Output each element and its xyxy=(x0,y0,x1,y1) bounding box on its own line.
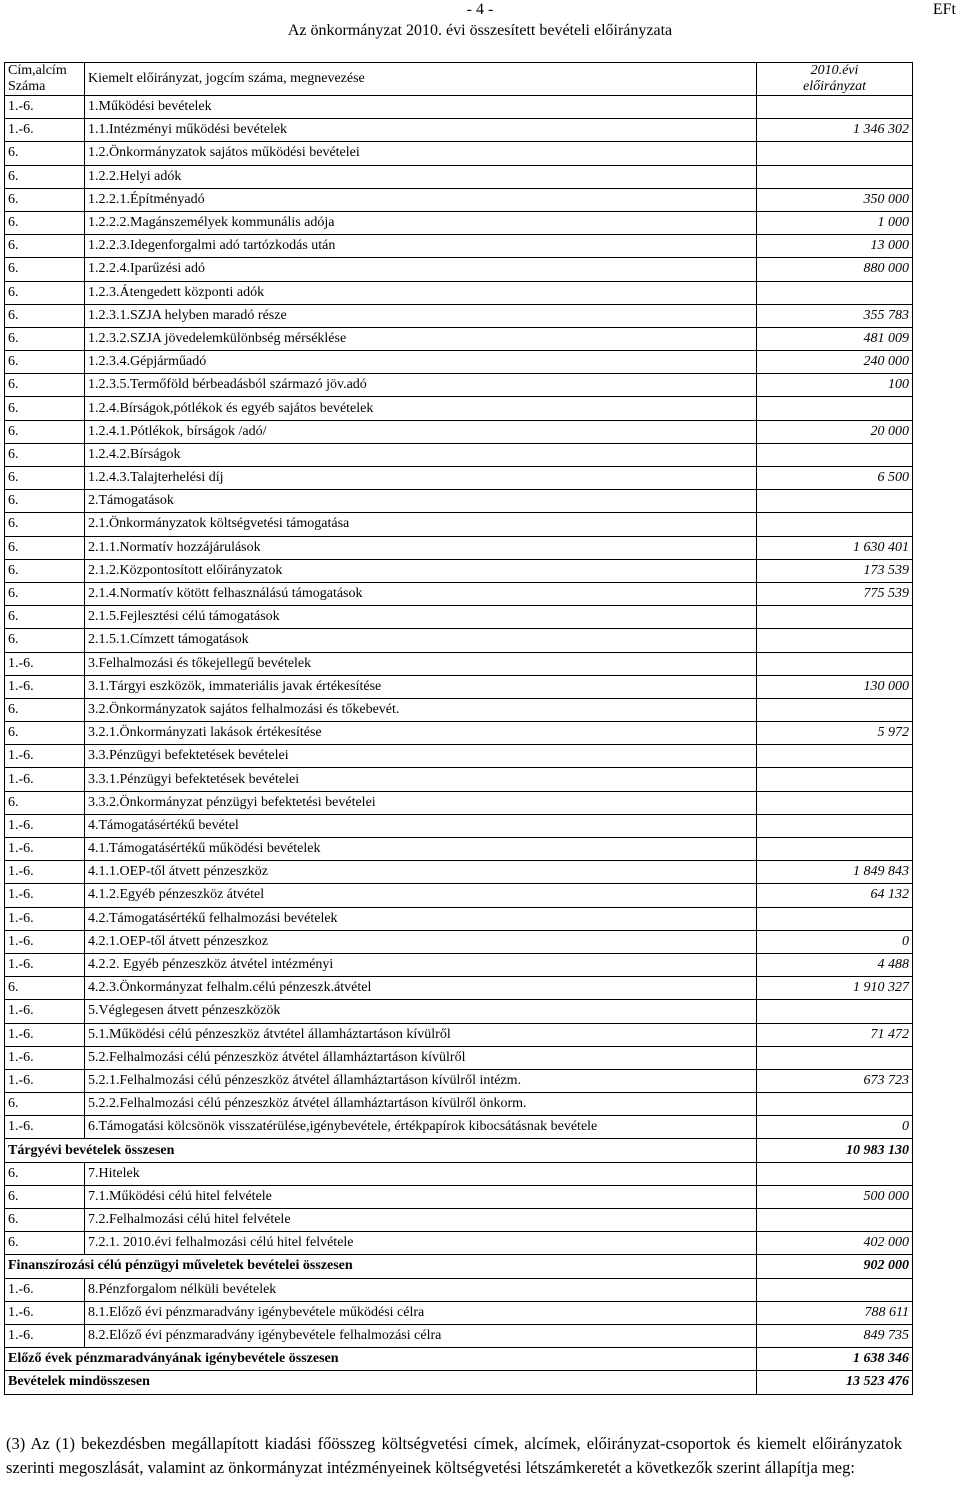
table-row xyxy=(5,582,913,605)
row-code: 6. xyxy=(5,629,85,652)
row-code: 6. xyxy=(5,1232,85,1255)
row-amount: 1 630 401 xyxy=(757,536,913,559)
row-amount xyxy=(757,907,913,930)
row-name: 3.Felhalmozási és tőkejellegű bevételek xyxy=(85,652,757,675)
row-name: 3.2.1.Önkormányzati lakások értékesítése xyxy=(85,722,757,745)
row-code: 1.-6. xyxy=(5,675,85,698)
row-name: 1.2.2.1.Építményadó xyxy=(85,188,757,211)
row-name: 2.1.5.1.Címzett támogatások xyxy=(85,629,757,652)
row-name: 8.1.Előző évi pénzmaradvány igénybevétele működési célra xyxy=(85,1301,757,1324)
row-code: 6. xyxy=(5,142,85,165)
row-code: 6. xyxy=(5,606,85,629)
row-code: 6. xyxy=(5,536,85,559)
row-name: 2.1.2.Központosított előirányzatok xyxy=(85,559,757,582)
row-code: 6. xyxy=(5,490,85,513)
row-code: 6. xyxy=(5,258,85,281)
header-code: Cím,alcím Száma xyxy=(5,63,85,96)
row-code: 6. xyxy=(5,374,85,397)
row-amount: 481 009 xyxy=(757,327,913,350)
row-amount: 13 523 476 xyxy=(757,1371,913,1394)
row-name: 4.1.2.Egyéb pénzeszköz átvétel xyxy=(85,884,757,907)
page-number: - 4 - xyxy=(466,1,494,18)
table-row xyxy=(5,606,913,629)
row-code: 6. xyxy=(5,513,85,536)
row-amount: 240 000 xyxy=(757,351,913,374)
row-amount xyxy=(757,142,913,165)
row-name: 1.2.4.2.Bírságok xyxy=(85,443,757,466)
row-amount xyxy=(757,281,913,304)
table-row xyxy=(5,1093,913,1116)
row-code: 6. xyxy=(5,1209,85,1232)
table-row xyxy=(5,1116,913,1139)
row-amount: 902 000 xyxy=(757,1255,913,1278)
row-name: 4.2.2. Egyéb pénzeszköz átvétel intézményi xyxy=(85,953,757,976)
table-row xyxy=(5,351,913,374)
row-name: 3.3.Pénzügyi befektetések bevételei xyxy=(85,745,757,768)
row-code: 1.-6. xyxy=(5,1301,85,1324)
row-name: 7.2.Felhalmozási célú hitel felvétele xyxy=(85,1209,757,1232)
total-label: Tárgyévi bevételek összesen xyxy=(5,1139,757,1162)
row-name: 2.Támogatások xyxy=(85,490,757,513)
row-amount: 775 539 xyxy=(757,582,913,605)
table-row xyxy=(5,1324,913,1347)
row-amount xyxy=(757,652,913,675)
row-code: 6. xyxy=(5,1185,85,1208)
row-name: 3.3.1.Pénzügyi befektetések bevételei xyxy=(85,768,757,791)
table-row xyxy=(5,953,913,976)
row-amount: 1 638 346 xyxy=(757,1348,913,1371)
row-amount: 788 611 xyxy=(757,1301,913,1324)
row-amount xyxy=(757,814,913,837)
row-name: 4.Támogatásértékű bevétel xyxy=(85,814,757,837)
row-amount: 880 000 xyxy=(757,258,913,281)
table-row xyxy=(5,722,913,745)
row-amount: 173 539 xyxy=(757,559,913,582)
table-row xyxy=(5,629,913,652)
table-row xyxy=(5,559,913,582)
row-code: 1.-6. xyxy=(5,652,85,675)
row-code: 6. xyxy=(5,327,85,350)
row-amount: 350 000 xyxy=(757,188,913,211)
row-amount xyxy=(757,513,913,536)
row-name: 5.Véglegesen átvett pénzeszközök xyxy=(85,1000,757,1023)
row-amount: 130 000 xyxy=(757,675,913,698)
table-row xyxy=(5,861,913,884)
table-row xyxy=(5,467,913,490)
row-name: 2.1.1.Normatív hozzájárulások xyxy=(85,536,757,559)
row-amount: 402 000 xyxy=(757,1232,913,1255)
table-row xyxy=(5,791,913,814)
row-name: 7.Hitelek xyxy=(85,1162,757,1185)
table-row xyxy=(5,420,913,443)
row-name: 2.1.Önkormányzatok költségvetési támogatása xyxy=(85,513,757,536)
revenue-table xyxy=(4,62,913,1395)
table-row xyxy=(5,675,913,698)
table-row xyxy=(5,165,913,188)
row-amount: 64 132 xyxy=(757,884,913,907)
table-row xyxy=(5,907,913,930)
table-row xyxy=(5,281,913,304)
currency-unit: EFt xyxy=(932,1,956,18)
row-name: 4.1.1.OEP-től átvett pénzeszköz xyxy=(85,861,757,884)
row-name: 1.2.4.3.Talajterhelési díj xyxy=(85,467,757,490)
row-name: 1.2.2.3.Idegenforgalmi adó tartózkodás után xyxy=(85,235,757,258)
row-name: 3.3.2.Önkormányzat pénzügyi befektetési bevételei xyxy=(85,791,757,814)
row-code: 1.-6. xyxy=(5,861,85,884)
row-code: 6. xyxy=(5,722,85,745)
row-amount xyxy=(757,698,913,721)
table-row xyxy=(5,327,913,350)
row-amount: 20 000 xyxy=(757,420,913,443)
row-amount: 0 xyxy=(757,1116,913,1139)
row-code: 1.-6. xyxy=(5,1324,85,1347)
table-row xyxy=(5,374,913,397)
row-code: 6. xyxy=(5,467,85,490)
document-title: Az önkormányzat 2010. évi összesített bevételi előirányzata xyxy=(287,22,673,39)
row-amount: 355 783 xyxy=(757,304,913,327)
table-body xyxy=(5,96,913,1395)
table-row xyxy=(5,652,913,675)
table-row xyxy=(5,188,913,211)
row-name: 4.2.3.Önkormányzat felhalm.célú pénzeszk.átvétel xyxy=(85,977,757,1000)
table-row xyxy=(5,235,913,258)
table-row xyxy=(5,304,913,327)
row-amount xyxy=(757,606,913,629)
row-code: 1.-6. xyxy=(5,930,85,953)
row-name: 7.1.Működési célú hitel felvétele xyxy=(85,1185,757,1208)
row-amount: 500 000 xyxy=(757,1185,913,1208)
row-code: 1.-6. xyxy=(5,96,85,119)
row-amount xyxy=(757,745,913,768)
table-row xyxy=(5,745,913,768)
row-code: 1.-6. xyxy=(5,768,85,791)
table-row xyxy=(5,838,913,861)
row-name: 8.2.Előző évi pénzmaradvány igénybevétele felhalmozási célra xyxy=(85,1324,757,1347)
table-row xyxy=(5,397,913,420)
row-amount: 13 000 xyxy=(757,235,913,258)
table-row xyxy=(5,1000,913,1023)
total-label: Finanszírozási célú pénzügyi műveletek bevételei összesen xyxy=(5,1255,757,1278)
row-amount: 4 488 xyxy=(757,953,913,976)
row-code: 6. xyxy=(5,1162,85,1185)
row-name: 5.2.Felhalmozási célú pénzeszköz átvétel államháztartáson kívülről xyxy=(85,1046,757,1069)
row-code: 1.-6. xyxy=(5,1278,85,1301)
row-amount xyxy=(757,768,913,791)
row-amount: 10 983 130 xyxy=(757,1139,913,1162)
table-row xyxy=(5,1023,913,1046)
row-code: 1.-6. xyxy=(5,1069,85,1092)
table-row xyxy=(5,768,913,791)
total-label: Bevételek mindösszesen xyxy=(5,1371,757,1394)
row-name: 4.2.1.OEP-től átvett pénzeszkoz xyxy=(85,930,757,953)
row-name: 3.2.Önkormányzatok sajátos felhalmozási és tőkebevét. xyxy=(85,698,757,721)
row-amount xyxy=(757,443,913,466)
row-code: 1.-6. xyxy=(5,1046,85,1069)
row-name: 1.2.2.Helyi adók xyxy=(85,165,757,188)
total-row xyxy=(5,1139,913,1162)
row-name: 1.2.4.Bírságok,pótlékok és egyéb sajátos bevételek xyxy=(85,397,757,420)
row-code: 6. xyxy=(5,397,85,420)
row-amount: 1 849 843 xyxy=(757,861,913,884)
row-name: 1.Működési bevételek xyxy=(85,96,757,119)
table-row xyxy=(5,1162,913,1185)
row-amount: 5 972 xyxy=(757,722,913,745)
table-row xyxy=(5,490,913,513)
table-row xyxy=(5,258,913,281)
row-code: 1.-6. xyxy=(5,119,85,142)
row-code: 1.-6. xyxy=(5,838,85,861)
row-code: 6. xyxy=(5,281,85,304)
row-amount: 0 xyxy=(757,930,913,953)
row-code: 6. xyxy=(5,188,85,211)
row-name: 1.2.2.4.Iparűzési adó xyxy=(85,258,757,281)
row-name: 1.2.4.1.Pótlékok, bírságok /adó/ xyxy=(85,420,757,443)
row-amount xyxy=(757,791,913,814)
table-row xyxy=(5,211,913,234)
row-amount xyxy=(757,96,913,119)
table-row xyxy=(5,1278,913,1301)
row-name: 5.1.Működési célú pénzeszköz átvtétel államháztartáson kívülről xyxy=(85,1023,757,1046)
footnote-paragraph: (3) Az (1) bekezdésben megállapított kiadási főösszeg költségvetési címek, alcímek, előirányzat-csoportok és kiemelt előirányzatok szerinti megoszlását, valamint az önkormányzat intézményeinek költségvetési létszámkeretét a következők szerint állapítja meg: xyxy=(6,1434,902,1477)
row-code: 6. xyxy=(5,559,85,582)
row-amount: 100 xyxy=(757,374,913,397)
table-row xyxy=(5,1046,913,1069)
table-row xyxy=(5,930,913,953)
row-code: 1.-6. xyxy=(5,745,85,768)
row-code: 6. xyxy=(5,1093,85,1116)
row-amount xyxy=(757,490,913,513)
row-amount: 1 000 xyxy=(757,211,913,234)
row-name: 1.1.Intézményi működési bevételek xyxy=(85,119,757,142)
row-name: 6.Támogatási kölcsönök visszatérülése,igénybevétele, értékpapírok kibocsátásnak bevétele xyxy=(85,1116,757,1139)
row-name: 4.1.Támogatásértékű működési bevételek xyxy=(85,838,757,861)
row-name: 1.2.3.4.Gépjárműadó xyxy=(85,351,757,374)
row-amount: 71 472 xyxy=(757,1023,913,1046)
row-name: 7.2.1. 2010.évi felhalmozási célú hitel felvétele xyxy=(85,1232,757,1255)
row-code: 1.-6. xyxy=(5,953,85,976)
table-row xyxy=(5,814,913,837)
table-row xyxy=(5,884,913,907)
row-amount xyxy=(757,1000,913,1023)
row-code: 6. xyxy=(5,420,85,443)
total-row xyxy=(5,1348,913,1371)
row-name: 5.2.2.Felhalmozási célú pénzeszköz átvétel államháztartáson kívülről önkorm. xyxy=(85,1093,757,1116)
table-row xyxy=(5,1232,913,1255)
table-row xyxy=(5,1209,913,1232)
table-row xyxy=(5,119,913,142)
row-amount xyxy=(757,1046,913,1069)
row-name: 1.2.3.Átengedett központi adók xyxy=(85,281,757,304)
row-code: 1.-6. xyxy=(5,907,85,930)
row-code: 6. xyxy=(5,582,85,605)
header-amount: 2010.évi előirányzat xyxy=(757,63,913,96)
row-code: 1.-6. xyxy=(5,1023,85,1046)
row-amount xyxy=(757,1278,913,1301)
total-row xyxy=(5,1371,913,1394)
row-code: 1.-6. xyxy=(5,1000,85,1023)
table-row xyxy=(5,536,913,559)
table-header-row xyxy=(5,63,913,96)
table-row xyxy=(5,513,913,536)
row-name: 4.2.Támogatásértékű felhalmozási bevételek xyxy=(85,907,757,930)
row-amount: 1 346 302 xyxy=(757,119,913,142)
table-row xyxy=(5,977,913,1000)
table-row xyxy=(5,1301,913,1324)
table-row xyxy=(5,1185,913,1208)
row-code: 6. xyxy=(5,977,85,1000)
row-name: 1.2.3.1.SZJA helyben maradó része xyxy=(85,304,757,327)
row-amount: 1 910 327 xyxy=(757,977,913,1000)
row-code: 6. xyxy=(5,443,85,466)
table-row xyxy=(5,96,913,119)
row-amount xyxy=(757,397,913,420)
row-code: 1.-6. xyxy=(5,1116,85,1139)
row-amount xyxy=(757,629,913,652)
row-code: 6. xyxy=(5,211,85,234)
row-name: 2.1.4.Normatív kötött felhasználású támogatások xyxy=(85,582,757,605)
row-amount xyxy=(757,1093,913,1116)
row-code: 6. xyxy=(5,235,85,258)
row-amount: 849 735 xyxy=(757,1324,913,1347)
table-row xyxy=(5,443,913,466)
row-name: 1.2.3.2.SZJA jövedelemkülönbség mérséklése xyxy=(85,327,757,350)
total-label: Előző évek pénzmaradványának igénybevétele összesen xyxy=(5,1348,757,1371)
total-row xyxy=(5,1255,913,1278)
header-name: Kiemelt előirányzat, jogcím száma, megnevezése xyxy=(85,63,757,96)
row-name: 1.2.3.5.Termőföld bérbeadásból származó jöv.adó xyxy=(85,374,757,397)
row-code: 6. xyxy=(5,791,85,814)
row-code: 6. xyxy=(5,165,85,188)
row-code: 6. xyxy=(5,351,85,374)
table-row xyxy=(5,142,913,165)
row-code: 6. xyxy=(5,304,85,327)
table-row xyxy=(5,1069,913,1092)
row-code: 6. xyxy=(5,698,85,721)
table-row xyxy=(5,698,913,721)
row-amount: 6 500 xyxy=(757,467,913,490)
row-code: 1.-6. xyxy=(5,884,85,907)
row-name: 2.1.5.Fejlesztési célú támogatások xyxy=(85,606,757,629)
row-amount xyxy=(757,838,913,861)
row-amount: 673 723 xyxy=(757,1069,913,1092)
row-name: 8.Pénzforgalom nélküli bevételek xyxy=(85,1278,757,1301)
row-code: 1.-6. xyxy=(5,814,85,837)
row-name: 1.2.2.2.Magánszemélyek kommunális adója xyxy=(85,211,757,234)
row-name: 1.2.Önkormányzatok sajátos működési bevételei xyxy=(85,142,757,165)
row-amount xyxy=(757,165,913,188)
row-amount xyxy=(757,1209,913,1232)
row-name: 3.1.Tárgyi eszközök, immateriális javak értékesítése xyxy=(85,675,757,698)
row-name: 5.2.1.Felhalmozási célú pénzeszköz átvétel államháztartáson kívülről intézm. xyxy=(85,1069,757,1092)
row-amount xyxy=(757,1162,913,1185)
